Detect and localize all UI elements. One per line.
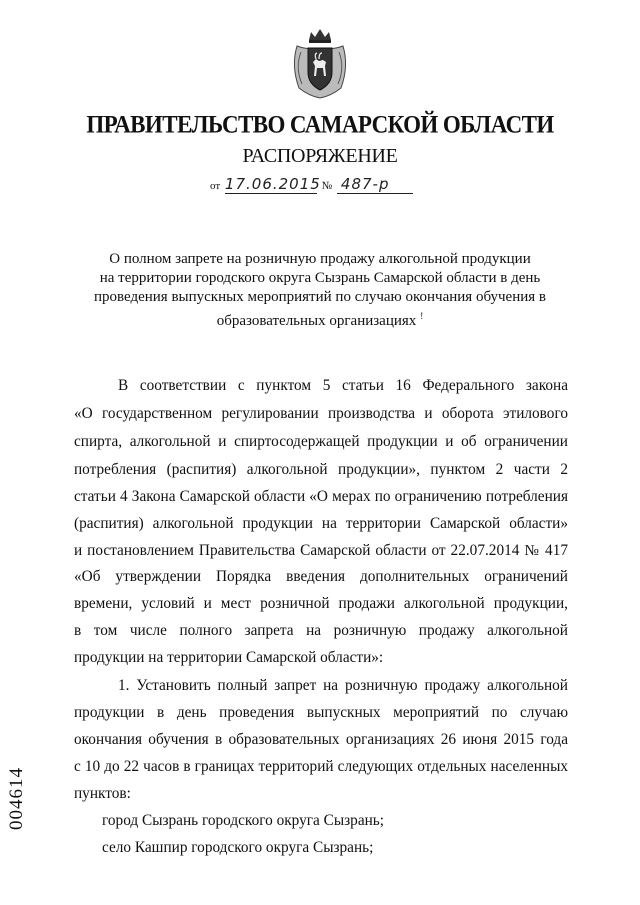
subject-line: на территории городского округа Сызрань Самарской области в день [99, 270, 541, 286]
number-label: № [321, 180, 333, 192]
body-line: «Об утверждении Порядка введения дополнительных ограничений [74, 568, 568, 585]
handwritten-date: 17.06.2015 [224, 175, 321, 193]
body-line: в том числе полного запрета на розничную продажу алкогольной [74, 622, 568, 639]
body-line: продукции на территории Самарской области»: [74, 649, 384, 666]
body-line: времени, условий и мест розничной продажи алкогольной продукции, [74, 595, 568, 612]
body-line: «О государственном регулировании производства и оборота этилового [74, 405, 568, 422]
body-line: город Сызрань городского округа Сызрань; [102, 812, 385, 829]
body-line: с 10 до 22 часов в границах территорий следующих отдельных населенных [74, 758, 568, 775]
organization-title: ПРАВИТЕЛЬСТВО САМАРСКОЙ ОБЛАСТИ [86, 110, 554, 138]
subject-line: О полном запрете на розничную продажу алкогольной продукции [109, 251, 531, 267]
subject-line: образовательных организациях ! [216, 311, 424, 329]
from-label: от [210, 180, 221, 192]
body-line: (распития) алкогольной продукции на территории Самарской области» [74, 515, 568, 532]
body-line: В соответствии с пунктом 5 статьи 16 Федерального закона [118, 377, 568, 394]
handwritten-number: 487-р [337, 176, 413, 194]
body-line: продукции в день проведения выпускных мероприятий по случаю [74, 704, 568, 721]
document-subject [60, 250, 580, 331]
body-line: окончания обучения в образовательных организациях 26 июня 2015 года [74, 731, 568, 748]
body-line: 1. Установить полный запрет на розничную продажу алкогольной [118, 677, 568, 694]
date-number-line [208, 176, 413, 194]
subject-line: проведения выпускных мероприятий по случаю окончания обучения в [93, 289, 546, 305]
margin-mark: ! [420, 311, 424, 321]
registration-number: 004614 [6, 767, 27, 830]
coat-of-arms-icon [289, 26, 351, 100]
body-line: потребления (распития) алкогольной продукции», пунктом 2 части 2 [74, 461, 568, 478]
body-line: спирта, алкогольной и спиртосодержащей продукции и об ограничении [74, 433, 568, 450]
document-type: РАСПОРЯЖЕНИЕ [242, 145, 398, 167]
body-line: и постановлением Правительства Самарской области от 22.07.2014 № 417 [74, 542, 568, 559]
body-line: село Кашпир городского округа Сызрань; [102, 839, 374, 856]
body-line: статьи 4 Закона Самарской области «О мерах по ограничению потребления [74, 488, 568, 505]
body-line: пунктов: [74, 785, 131, 802]
